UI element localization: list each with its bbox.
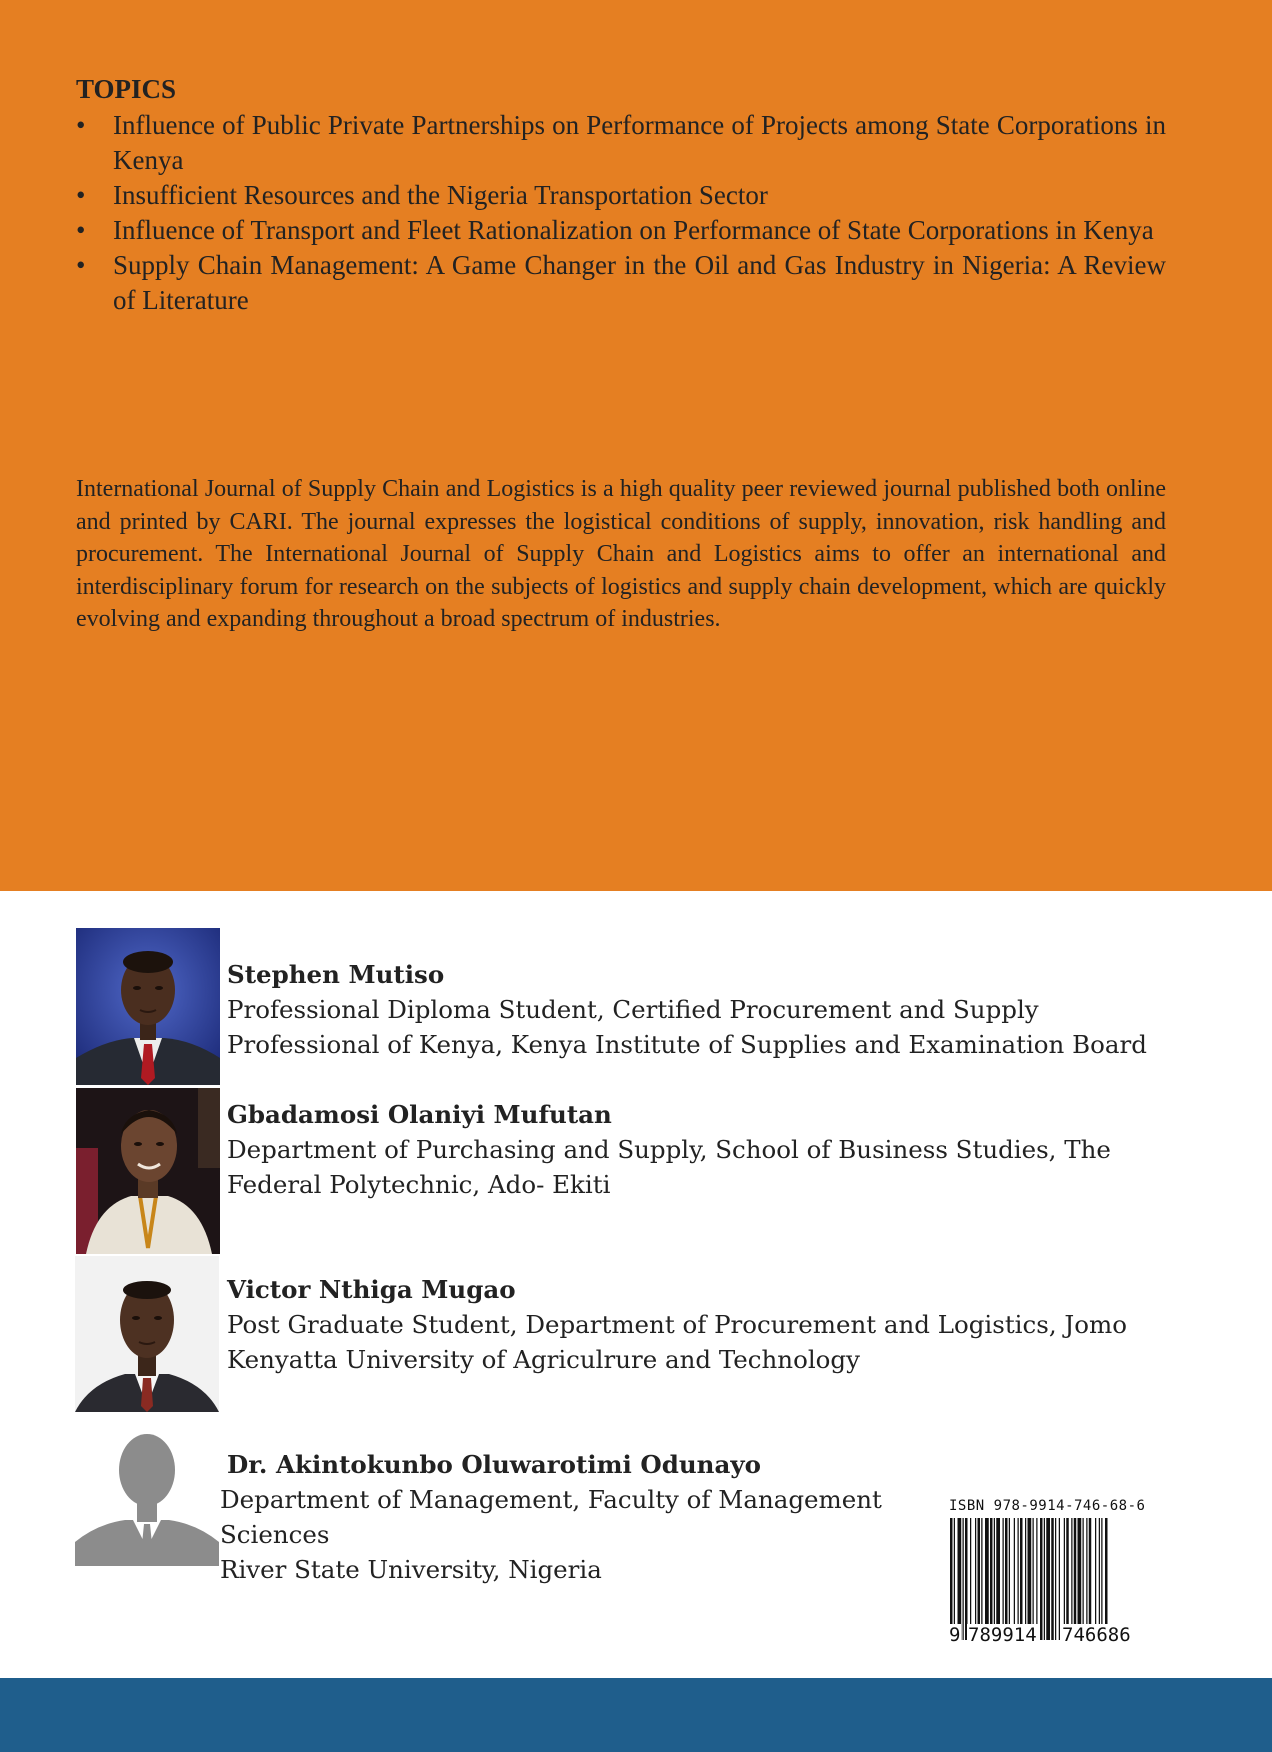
barcode-bar bbox=[1009, 1518, 1010, 1640]
barcode-bar bbox=[1101, 1518, 1102, 1640]
barcode-bar bbox=[1046, 1518, 1050, 1640]
author-affiliation-line: River State University, Nigeria bbox=[220, 1555, 602, 1584]
barcode bbox=[948, 1518, 1156, 1640]
author-photo-placeholder-silhouette bbox=[75, 1430, 219, 1566]
barcode-bar bbox=[1036, 1518, 1037, 1640]
bullet-icon: • bbox=[76, 110, 86, 140]
barcode-bar bbox=[1083, 1518, 1084, 1640]
topic-item: • Supply Chain Management: A Game Changer in the Oil and Gas Industry in Nigeria: A Review of Literature bbox=[76, 250, 1166, 315]
barcode-bar bbox=[954, 1518, 955, 1640]
isbn-label: ISBN 978-9914-746-68-6 bbox=[949, 1498, 1146, 1514]
barcode-bar bbox=[1086, 1518, 1087, 1640]
barcode-digits bbox=[948, 1624, 1158, 1644]
barcode-bar bbox=[1028, 1518, 1032, 1640]
barcode-bar bbox=[1064, 1518, 1065, 1640]
bullet-icon: • bbox=[76, 215, 86, 245]
barcode-bar bbox=[950, 1518, 953, 1640]
author-photo-gbadamosi-olaniyi-mufutan bbox=[76, 1088, 220, 1254]
author-affiliation: Professional Diploma Student, Certified Procurement and Supply Professional of Kenya, Kenya Institute of Supplies and Examination Board bbox=[227, 995, 1147, 1059]
topic-item: • Influence of Public Private Partnerships on Performance of Projects among State Corporations in Kenya bbox=[76, 110, 1166, 175]
journal-description: International Journal of Supply Chain and Logistics is a high quality peer reviewed journal published both online and printed by CARI. The journal expresses the logistical conditions of supply, innovation, risk handling and procurement. The International Journal of Supply Chain and Logistics aims to offer an international and interdisciplinary forum for research on the subjects of logistics and supply chain development, which are quickly evolving and expanding throughout a broad spectrum of industries. bbox=[76, 476, 1166, 632]
barcode-bar bbox=[978, 1518, 981, 1640]
barcode-bar bbox=[981, 1518, 982, 1640]
barcode-bar bbox=[958, 1518, 962, 1640]
barcode-bar bbox=[970, 1518, 971, 1640]
barcode-digit-lead: 9 bbox=[949, 1624, 961, 1646]
bullet-icon: • bbox=[76, 180, 86, 210]
author-block bbox=[227, 1097, 1187, 1202]
barcode-bar bbox=[1025, 1518, 1026, 1640]
barcode-bar bbox=[975, 1518, 976, 1640]
barcode-bar bbox=[1066, 1518, 1069, 1640]
topics-heading: TOPICS bbox=[76, 74, 177, 104]
author-name: Dr. Akintokunbo Oluwarotimi Odunayo bbox=[227, 1450, 761, 1479]
barcode-bar bbox=[1078, 1518, 1082, 1640]
barcode-bar bbox=[1095, 1518, 1096, 1640]
barcode-bar bbox=[1003, 1518, 1004, 1640]
author-name: Gbadamosi Olaniyi Mufutan bbox=[227, 1100, 612, 1129]
bullet-icon: • bbox=[76, 250, 86, 280]
barcode-bar bbox=[1044, 1518, 1045, 1640]
author-block bbox=[227, 1272, 1187, 1377]
author-photo-stephen-mutiso bbox=[76, 928, 220, 1085]
barcode-bar bbox=[996, 1518, 1000, 1640]
topic-item: • Influence of Transport and Fleet Rationalization on Performance of State Corporations in Kenya bbox=[76, 213, 1166, 248]
topic-item: • Insufficient Resources and the Nigeria Transportation Sector bbox=[76, 178, 1166, 213]
barcode-bar bbox=[1099, 1518, 1100, 1640]
author-block bbox=[227, 957, 1187, 1062]
barcode-bar bbox=[965, 1518, 968, 1640]
barcode-bar bbox=[1055, 1518, 1056, 1640]
barcode-bar bbox=[1018, 1518, 1019, 1640]
barcode-bar bbox=[1020, 1518, 1023, 1640]
author-affiliation: Department of Purchasing and Supply, School of Business Studies, The Federal Polytechnic, Ado- Ekiti bbox=[227, 1135, 1111, 1199]
topics-list bbox=[76, 108, 1166, 318]
barcode-bar bbox=[963, 1518, 964, 1640]
barcode-bar bbox=[1040, 1518, 1043, 1640]
barcode-digits-group-1: 789914 bbox=[968, 1624, 1037, 1646]
barcode-bar bbox=[1033, 1518, 1034, 1640]
barcode-bar bbox=[994, 1518, 995, 1640]
barcode-digits-group-2: 746686 bbox=[1062, 1624, 1131, 1646]
barcode-bar bbox=[1074, 1518, 1077, 1640]
barcode-bar bbox=[1014, 1518, 1015, 1640]
barcode-bar bbox=[1005, 1518, 1008, 1640]
author-name: Victor Nthiga Mugao bbox=[227, 1275, 516, 1304]
barcode-bar bbox=[985, 1518, 989, 1640]
barcode-bar bbox=[1071, 1518, 1072, 1640]
barcode-bar bbox=[1089, 1518, 1092, 1640]
author-affiliation: Post Graduate Student, Department of Procurement and Logistics, Jomo Kenyatta University of Agriculrure and Technology bbox=[227, 1310, 1127, 1374]
barcode-bar bbox=[990, 1518, 993, 1640]
barcode-bar bbox=[1051, 1518, 1054, 1640]
footer-blue-bar bbox=[0, 1678, 1272, 1752]
barcode-bar bbox=[1059, 1518, 1060, 1640]
author-photo-victor-nthiga-mugao bbox=[75, 1256, 219, 1412]
author-block bbox=[220, 1447, 960, 1587]
author-affiliation-line: Department of Management, Faculty of Management Sciences bbox=[220, 1485, 882, 1549]
barcode-bar bbox=[1105, 1518, 1108, 1640]
author-name: Stephen Mutiso bbox=[227, 960, 445, 989]
